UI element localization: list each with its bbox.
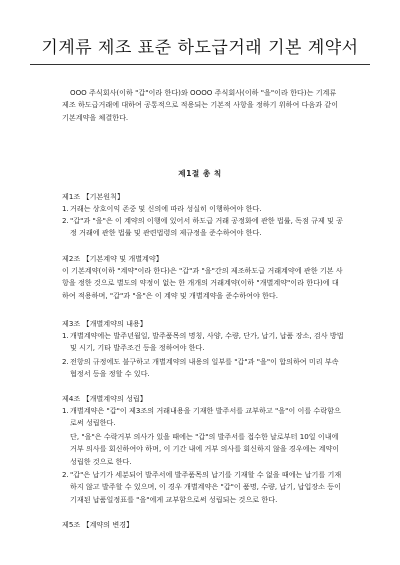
article-3-item-2 <box>62 356 345 381</box>
article-3-heading: 제3조 【개별계약의 내용】 <box>62 319 147 328</box>
article-3-item-1 <box>62 330 345 355</box>
item-number: 1. <box>62 406 69 415</box>
article-1-item-2 <box>62 215 345 240</box>
article-5-heading: 제5조 【계약의 변경】 <box>62 520 134 529</box>
article-2-paragraph: 이 기본계약(이하 "계약"이라 한다)은 "갑"과 "을"간의 제조하도급 거래계약에 관한 기본 사항을 정한 것으로 별도의 약정이 없는 한 개개의 거래계약(이하 "개별계약"이라 한다)에 대하여 적용하며, "갑"과 "을"은 이 계약 및 개별계약을 준수하여야 한다. <box>62 266 343 300</box>
item-text: 단, "을"은 수락거부 의사가 있을 때에는 "갑"의 발주서를 접수한 날로부터 10일 이내에 거부 의사를 회신하여야 하며, 이 기간 내에 거부 의사를 회신하지 않을 경우에는 계약이 성립한 것으로 한다. <box>70 432 340 466</box>
article-1-heading: 제1조 【기본원칙】 <box>62 192 125 201</box>
item-text: 거래는 상호이익 존중 및 신의에 따라 성실히 이행하여야 한다. <box>70 204 262 213</box>
document-title: 기계류 제조 표준 하도급거래 기본 계약서 <box>41 38 359 58</box>
item-text: 개별계약은 "갑"이 제3조의 거래내용을 기재한 발주서를 교부하고 "을"이 이를 수락함으로써 성립한다. <box>70 406 341 428</box>
item-number: 2. <box>62 357 69 366</box>
article-4-item-1 <box>62 405 345 430</box>
item-number: 1. <box>62 331 69 340</box>
chapter-heading: 제1절 총 칙 <box>178 169 222 178</box>
item-text: 전항의 규정에도 불구하고 개별계약의 내용의 일부를 "갑"과 "을"이 합의하여 미리 부속협정서 등을 정할 수 있다. <box>70 357 339 379</box>
article-2-heading: 제2조 【기본계약 및 개별계약】 <box>62 254 163 263</box>
item-number: 1. <box>62 204 69 213</box>
item-text: "갑"과 "을"은 이 계약의 이행에 있어서 하도급 거래 공정화에 관한 법률, 독점 규제 및 공정 거래에 관한 법률 및 관련법령의 제규정을 준수하여야 한다. <box>70 216 344 238</box>
title-underline <box>30 64 370 65</box>
title-block <box>30 36 370 62</box>
item-text: 개별계약에는 발주년월일, 발주품목의 명칭, 사양, 수량, 단가, 납기, 납품 장소, 검사 방법 및 시기, 기타 발주조건 등을 정하여야 한다. <box>70 331 344 353</box>
article-4-item-2 <box>62 469 345 506</box>
article-4-heading: 제4조 【개별계약의 성립】 <box>62 394 147 403</box>
article-1-item-1 <box>62 203 345 215</box>
article-4-item-1-proviso <box>62 431 345 468</box>
item-number: 2. <box>62 216 69 225</box>
intro-paragraph: OOO 주식회사(이하 "갑"이라 한다)와 OOOO 주식회사(이하 "을"이라 한다)는 기계류 제조 하도급거래에 대하여 공통적으로 적용되는 기본적 사항을 정하기 위하여 다음과 같이 기본계약을 체결한다. <box>62 88 339 122</box>
item-number: 2. <box>62 470 69 479</box>
item-text: "갑"은 납기가 세분되어 발주서에 발주품목의 납기를 기재할 수 없을 때에는 납기를 기재하지 않고 발주할 수 있으며, 이 경우 개별계약은 "갑"이 품명, 수량, 납기, 납입장소 등이 기재된 납품일정표를 "을"에게 교부함으로써 성립되는 것으로 한다. <box>70 470 342 504</box>
